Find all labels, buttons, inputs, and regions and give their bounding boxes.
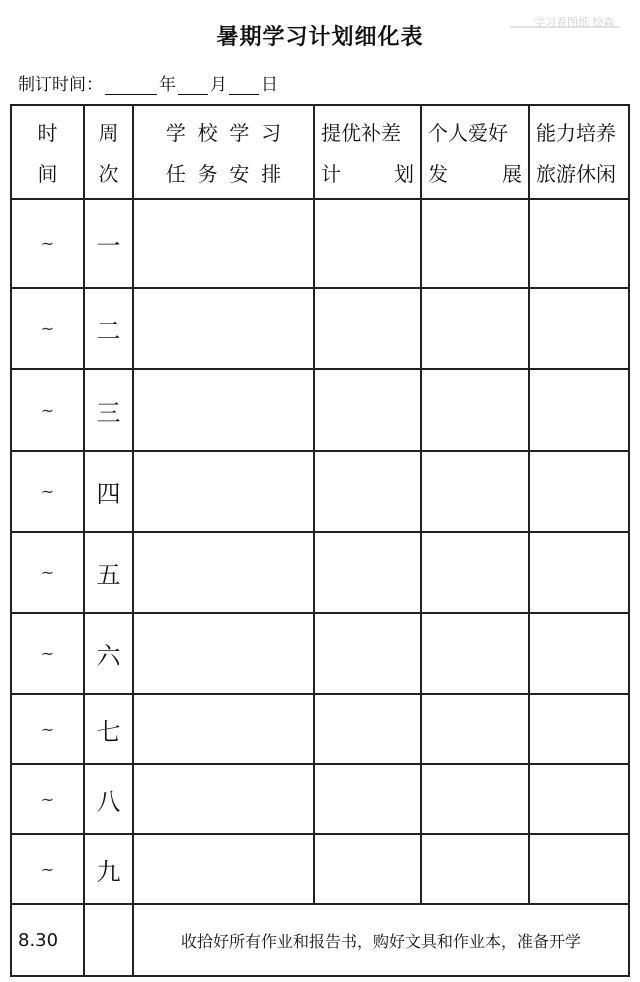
improvement-cell[interactable] (314, 764, 421, 834)
final-date-cell: 8.30 (11, 904, 84, 976)
improvement-cell[interactable] (314, 451, 421, 532)
hobby-cell[interactable] (421, 199, 529, 288)
hobby-cell[interactable] (421, 613, 529, 694)
improvement-cell[interactable] (314, 834, 421, 904)
time-cell[interactable]: ~ (11, 764, 84, 834)
table-row (11, 613, 629, 694)
header-text: 务 (197, 162, 218, 186)
time-cell[interactable]: ~ (11, 532, 84, 613)
header-text: 能力培养 (536, 121, 616, 145)
final-note-cell: 收拾好所有作业和报告书，购好文具和作业本，准备开学 (133, 904, 629, 976)
travel-cell[interactable] (529, 451, 629, 532)
page-title: 暑期学习计划细化表 (216, 25, 424, 50)
school-tasks-cell[interactable] (133, 764, 314, 834)
table-row (11, 764, 629, 834)
header-row (11, 105, 629, 199)
improvement-cell[interactable] (314, 369, 421, 451)
header-week (84, 105, 133, 199)
improvement-cell[interactable] (314, 532, 421, 613)
hobby-cell[interactable] (421, 451, 529, 532)
week-cell: 四 (84, 451, 133, 532)
header-text: 任 (165, 162, 186, 186)
header-ability-travel (529, 105, 629, 199)
time-cell[interactable]: ~ (11, 199, 84, 288)
table-row (11, 834, 629, 904)
time-cell[interactable]: ~ (11, 613, 84, 694)
header-text: 提优补差 (321, 121, 401, 145)
travel-cell[interactable] (529, 369, 629, 451)
table-row (11, 451, 629, 532)
week-cell: 七 (84, 694, 133, 764)
final-row (11, 904, 629, 976)
table-row (11, 199, 629, 288)
improvement-cell[interactable] (314, 694, 421, 764)
week-cell: 三 (84, 369, 133, 451)
improvement-cell[interactable] (314, 199, 421, 288)
header-time (11, 105, 84, 199)
school-tasks-cell[interactable] (133, 834, 314, 904)
travel-cell[interactable] (529, 532, 629, 613)
school-tasks-cell[interactable] (133, 288, 314, 369)
header-text: 习 (261, 121, 282, 145)
travel-cell[interactable] (529, 288, 629, 369)
week-cell: 九 (84, 834, 133, 904)
header-hobbies (421, 105, 529, 199)
header-text: 次 (98, 162, 119, 186)
day-label: 日 (261, 75, 278, 95)
week-cell: 一 (84, 199, 133, 288)
date-line (18, 70, 278, 95)
month-label: 月 (210, 75, 227, 95)
school-tasks-cell[interactable] (133, 369, 314, 451)
week-cell: 五 (84, 532, 133, 613)
header-text: 计 (321, 162, 341, 186)
travel-cell[interactable] (529, 613, 629, 694)
school-tasks-cell[interactable] (133, 532, 314, 613)
header-text: 划 (394, 162, 414, 186)
header-text: 展 (502, 162, 522, 186)
table-row (11, 694, 629, 764)
header-text: 发 (428, 162, 448, 186)
travel-cell[interactable] (529, 199, 629, 288)
improvement-cell[interactable] (314, 288, 421, 369)
hobby-cell[interactable] (421, 834, 529, 904)
table-row (11, 288, 629, 369)
header-text: 学 (229, 121, 250, 145)
school-tasks-cell[interactable] (133, 694, 314, 764)
hobby-cell[interactable] (421, 694, 529, 764)
header-text: 安 (229, 162, 250, 186)
header-text: 排 (261, 162, 282, 186)
year-label: 年 (159, 75, 176, 95)
watermark-logo (510, 14, 620, 50)
time-cell[interactable]: ~ (11, 694, 84, 764)
header-text: 时 (37, 121, 58, 145)
watermark-text: 学习看图纸 绘森 (534, 16, 615, 29)
plan-table (10, 104, 628, 974)
header-text: 间 (37, 162, 58, 186)
day-blank[interactable] (229, 76, 259, 95)
hobby-cell[interactable] (421, 369, 529, 451)
school-tasks-cell[interactable] (133, 451, 314, 532)
improvement-cell[interactable] (314, 613, 421, 694)
date-label: 制订时间： (18, 75, 103, 95)
travel-cell[interactable] (529, 834, 629, 904)
hobby-cell[interactable] (421, 288, 529, 369)
header-text: 旅游休闲 (536, 162, 616, 186)
table-row (11, 532, 629, 613)
final-week-cell[interactable] (84, 904, 133, 976)
hobby-cell[interactable] (421, 764, 529, 834)
year-blank[interactable] (105, 76, 157, 95)
header-text: 周 (98, 121, 119, 145)
hobby-cell[interactable] (421, 532, 529, 613)
week-cell: 六 (84, 613, 133, 694)
week-cell: 二 (84, 288, 133, 369)
header-improvement-plan (314, 105, 421, 199)
header-text: 个人爱好 (428, 121, 508, 145)
month-blank[interactable] (178, 76, 208, 95)
time-cell[interactable]: ~ (11, 834, 84, 904)
header-text: 学 (165, 121, 186, 145)
time-cell[interactable]: ~ (11, 369, 84, 451)
header-text: 校 (197, 121, 218, 145)
table-row (11, 369, 629, 451)
time-cell[interactable]: ~ (11, 288, 84, 369)
travel-cell[interactable] (529, 694, 629, 764)
header-school-tasks (133, 105, 314, 199)
week-cell: 八 (84, 764, 133, 834)
time-cell[interactable]: ~ (11, 451, 84, 532)
travel-cell[interactable] (529, 764, 629, 834)
school-tasks-cell[interactable] (133, 199, 314, 288)
school-tasks-cell[interactable] (133, 613, 314, 694)
